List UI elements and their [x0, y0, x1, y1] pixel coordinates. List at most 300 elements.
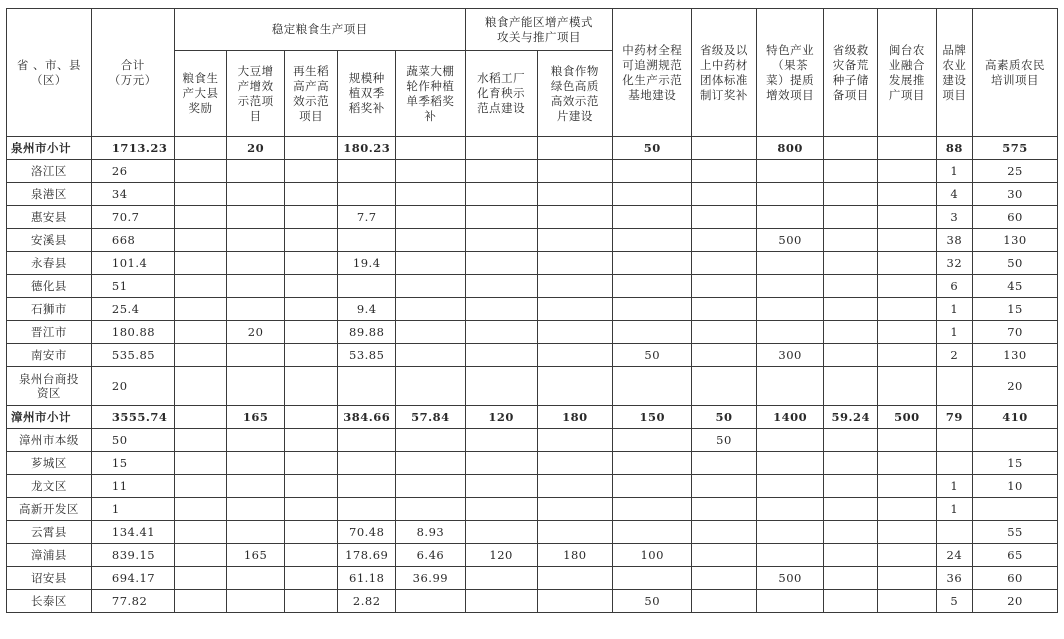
- value-cell: [878, 367, 937, 406]
- value-cell: [537, 367, 613, 406]
- value-cell: [465, 452, 537, 475]
- value-cell: [174, 275, 227, 298]
- table-row: [7, 475, 1058, 498]
- value-cell: [465, 321, 537, 344]
- value-cell: [174, 160, 227, 183]
- value-cell: [613, 521, 692, 544]
- table-row: [7, 590, 1058, 613]
- value-cell: 500: [756, 567, 824, 590]
- total-cell: 70.7: [91, 206, 174, 229]
- value-cell: [465, 275, 537, 298]
- value-cell: [338, 498, 396, 521]
- value-cell: [174, 298, 227, 321]
- value-cell: [174, 567, 227, 590]
- region-name-cell: 南安市: [7, 344, 92, 367]
- value-cell: 70: [973, 321, 1058, 344]
- value-cell: 9.4: [338, 298, 396, 321]
- value-cell: [692, 498, 757, 521]
- header-farmer-training: 高素质农民 培训项目: [973, 9, 1058, 137]
- region-name-cell: 漳州市小计: [7, 406, 92, 429]
- value-cell: 384.66: [338, 406, 396, 429]
- value-cell: [465, 160, 537, 183]
- value-cell: 36.99: [396, 567, 466, 590]
- value-cell: [613, 321, 692, 344]
- value-cell: 20: [973, 367, 1058, 406]
- value-cell: [465, 137, 537, 160]
- value-cell: [396, 298, 466, 321]
- value-cell: 130: [973, 229, 1058, 252]
- value-cell: 120: [465, 406, 537, 429]
- value-cell: [973, 498, 1058, 521]
- value-cell: [338, 429, 396, 452]
- value-cell: 500: [878, 406, 937, 429]
- value-cell: [692, 160, 757, 183]
- header-herb-base: 中药材全程 可追溯规范 化生产示范 基地建设: [613, 9, 692, 137]
- value-cell: [824, 298, 878, 321]
- value-cell: [756, 298, 824, 321]
- table-row: [7, 452, 1058, 475]
- value-cell: [756, 206, 824, 229]
- value-cell: 6: [936, 275, 972, 298]
- value-cell: [537, 521, 613, 544]
- value-cell: 500: [756, 229, 824, 252]
- value-cell: [824, 498, 878, 521]
- value-cell: [227, 498, 285, 521]
- total-cell: 26: [91, 160, 174, 183]
- region-name-cell: 安溪县: [7, 229, 92, 252]
- value-cell: 15: [973, 452, 1058, 475]
- value-cell: [338, 452, 396, 475]
- value-cell: [878, 544, 937, 567]
- value-cell: [396, 229, 466, 252]
- value-cell: [465, 567, 537, 590]
- value-cell: 70.48: [338, 521, 396, 544]
- grain-capacity-group-header: 粮食产能区增产模式 攻关与推广项目: [465, 9, 613, 51]
- value-cell: [936, 452, 972, 475]
- value-cell: 55: [973, 521, 1058, 544]
- value-cell: 57.84: [396, 406, 466, 429]
- value-cell: 60: [973, 567, 1058, 590]
- total-cell: 839.15: [91, 544, 174, 567]
- value-cell: [756, 275, 824, 298]
- header-grain-county: 粮食生 产大县 奖励: [174, 51, 227, 137]
- region-name-cell: 漳浦县: [7, 544, 92, 567]
- value-cell: 38: [936, 229, 972, 252]
- value-cell: [284, 590, 338, 613]
- value-cell: [692, 475, 757, 498]
- value-cell: [174, 206, 227, 229]
- value-cell: [613, 429, 692, 452]
- value-cell: [174, 229, 227, 252]
- value-cell: [284, 252, 338, 275]
- value-cell: [465, 183, 537, 206]
- region-name-cell: 诏安县: [7, 567, 92, 590]
- value-cell: 53.85: [338, 344, 396, 367]
- value-cell: 2: [936, 344, 972, 367]
- total-cell: 535.85: [91, 344, 174, 367]
- header-seedling-factory: 水稻工厂 化育秧示 范点建设: [465, 51, 537, 137]
- value-cell: [537, 590, 613, 613]
- value-cell: 59.24: [824, 406, 878, 429]
- header-green-grain: 粮食作物 绿色高质 高效示范 片建设: [537, 51, 613, 137]
- value-cell: [537, 567, 613, 590]
- value-cell: 89.88: [338, 321, 396, 344]
- value-cell: [465, 429, 537, 452]
- value-cell: 32: [936, 252, 972, 275]
- value-cell: [537, 475, 613, 498]
- value-cell: [338, 367, 396, 406]
- table-row: [7, 137, 1058, 160]
- value-cell: [338, 275, 396, 298]
- value-cell: 61.18: [338, 567, 396, 590]
- value-cell: [284, 229, 338, 252]
- value-cell: 300: [756, 344, 824, 367]
- value-cell: [396, 590, 466, 613]
- value-cell: [613, 229, 692, 252]
- value-cell: [613, 567, 692, 590]
- value-cell: [174, 344, 227, 367]
- value-cell: [613, 160, 692, 183]
- header-double-rice: 规模种 植双季 稻奖补: [338, 51, 396, 137]
- value-cell: [284, 137, 338, 160]
- value-cell: [174, 544, 227, 567]
- value-cell: [227, 452, 285, 475]
- table-row: [7, 344, 1058, 367]
- value-cell: [537, 252, 613, 275]
- value-cell: [878, 590, 937, 613]
- total-cell: 15: [91, 452, 174, 475]
- value-cell: 88: [936, 137, 972, 160]
- total-cell: 3555.74: [91, 406, 174, 429]
- value-cell: [613, 275, 692, 298]
- value-cell: [537, 344, 613, 367]
- value-cell: [537, 183, 613, 206]
- value-cell: [692, 206, 757, 229]
- value-cell: [227, 344, 285, 367]
- value-cell: [284, 452, 338, 475]
- value-cell: [878, 429, 937, 452]
- value-cell: [692, 544, 757, 567]
- value-cell: [537, 160, 613, 183]
- header-specialty-industry: 特色产业 （果茶 菜）提质 增效项目: [756, 9, 824, 137]
- value-cell: [537, 206, 613, 229]
- value-cell: [284, 275, 338, 298]
- value-cell: [936, 521, 972, 544]
- value-cell: 6.46: [396, 544, 466, 567]
- value-cell: [824, 137, 878, 160]
- value-cell: [338, 183, 396, 206]
- value-cell: [537, 429, 613, 452]
- region-name-cell: 德化县: [7, 275, 92, 298]
- value-cell: [692, 590, 757, 613]
- region-name-cell: 永春县: [7, 252, 92, 275]
- total-cell: 20: [91, 367, 174, 406]
- value-cell: 3: [936, 206, 972, 229]
- header-soybean: 大豆增 产增效 示范项 目: [227, 51, 285, 137]
- value-cell: [284, 406, 338, 429]
- value-cell: [537, 321, 613, 344]
- value-cell: [613, 252, 692, 275]
- value-cell: 4: [936, 183, 972, 206]
- value-cell: [756, 160, 824, 183]
- value-cell: 79: [936, 406, 972, 429]
- region-name-cell: 长泰区: [7, 590, 92, 613]
- value-cell: 165: [227, 406, 285, 429]
- value-cell: [465, 498, 537, 521]
- value-cell: 15: [973, 298, 1058, 321]
- value-cell: 178.69: [338, 544, 396, 567]
- value-cell: 1: [936, 321, 972, 344]
- value-cell: 7.7: [338, 206, 396, 229]
- value-cell: 1: [936, 298, 972, 321]
- value-cell: [396, 252, 466, 275]
- value-cell: 45: [973, 275, 1058, 298]
- value-cell: 5: [936, 590, 972, 613]
- total-cell: 25.4: [91, 298, 174, 321]
- value-cell: [756, 183, 824, 206]
- value-cell: [465, 298, 537, 321]
- value-cell: [973, 429, 1058, 452]
- value-cell: [396, 321, 466, 344]
- value-cell: [396, 367, 466, 406]
- value-cell: [824, 521, 878, 544]
- value-cell: [396, 137, 466, 160]
- value-cell: [878, 498, 937, 521]
- table-row: [7, 321, 1058, 344]
- total-cell: 77.82: [91, 590, 174, 613]
- value-cell: [824, 160, 878, 183]
- total-header: 合计 （万元）: [91, 9, 174, 137]
- value-cell: [227, 160, 285, 183]
- value-cell: [878, 475, 937, 498]
- value-cell: [396, 475, 466, 498]
- value-cell: 30: [973, 183, 1058, 206]
- value-cell: [537, 452, 613, 475]
- value-cell: [824, 429, 878, 452]
- table-row: [7, 183, 1058, 206]
- header-herb-standard: 省级及以 上中药材 团体标准 制订奖补: [692, 9, 757, 137]
- value-cell: [692, 298, 757, 321]
- value-cell: 65: [973, 544, 1058, 567]
- value-cell: 50: [692, 429, 757, 452]
- value-cell: [878, 229, 937, 252]
- value-cell: [338, 160, 396, 183]
- value-cell: [613, 452, 692, 475]
- value-cell: 20: [227, 137, 285, 160]
- region-name-cell: 晋江市: [7, 321, 92, 344]
- table-row: [7, 544, 1058, 567]
- value-cell: [692, 275, 757, 298]
- value-cell: [465, 590, 537, 613]
- table-body: [7, 137, 1058, 613]
- value-cell: [284, 429, 338, 452]
- value-cell: 100: [613, 544, 692, 567]
- value-cell: 25: [973, 160, 1058, 183]
- value-cell: 1400: [756, 406, 824, 429]
- value-cell: [613, 498, 692, 521]
- funding-allocation-table: [6, 8, 1058, 613]
- value-cell: [878, 321, 937, 344]
- region-name-cell: 云霄县: [7, 521, 92, 544]
- value-cell: 24: [936, 544, 972, 567]
- value-cell: [692, 367, 757, 406]
- value-cell: [692, 137, 757, 160]
- value-cell: 410: [973, 406, 1058, 429]
- table-row: [7, 275, 1058, 298]
- value-cell: 180.23: [338, 137, 396, 160]
- total-cell: 11: [91, 475, 174, 498]
- header-seed-reserve: 省级救 灾备荒 种子储 备项目: [824, 9, 878, 137]
- value-cell: [227, 275, 285, 298]
- value-cell: 19.4: [338, 252, 396, 275]
- value-cell: 50: [613, 590, 692, 613]
- total-cell: 1713.23: [91, 137, 174, 160]
- value-cell: [878, 298, 937, 321]
- region-name-cell: 泉州市小计: [7, 137, 92, 160]
- value-cell: [537, 498, 613, 521]
- value-cell: 2.82: [338, 590, 396, 613]
- value-cell: [174, 367, 227, 406]
- value-cell: [824, 275, 878, 298]
- value-cell: [284, 498, 338, 521]
- region-name-cell: 龙文区: [7, 475, 92, 498]
- value-cell: [396, 160, 466, 183]
- value-cell: [613, 206, 692, 229]
- value-cell: [396, 275, 466, 298]
- value-cell: 8.93: [396, 521, 466, 544]
- value-cell: [692, 321, 757, 344]
- region-name-cell: 石狮市: [7, 298, 92, 321]
- value-cell: [878, 344, 937, 367]
- region-name-cell: 漳州市本级: [7, 429, 92, 452]
- value-cell: [878, 137, 937, 160]
- value-cell: [174, 452, 227, 475]
- total-cell: 51: [91, 275, 174, 298]
- value-cell: [878, 275, 937, 298]
- value-cell: 50: [613, 137, 692, 160]
- value-cell: [936, 367, 972, 406]
- value-cell: [692, 344, 757, 367]
- value-cell: [174, 475, 227, 498]
- value-cell: [227, 229, 285, 252]
- region-name-cell: 芗城区: [7, 452, 92, 475]
- value-cell: [537, 229, 613, 252]
- value-cell: [824, 344, 878, 367]
- value-cell: [756, 498, 824, 521]
- value-cell: [227, 590, 285, 613]
- value-cell: 165: [227, 544, 285, 567]
- value-cell: [284, 321, 338, 344]
- value-cell: [878, 452, 937, 475]
- value-cell: 575: [973, 137, 1058, 160]
- value-cell: [692, 252, 757, 275]
- value-cell: [227, 298, 285, 321]
- value-cell: [465, 367, 537, 406]
- value-cell: [227, 252, 285, 275]
- value-cell: [396, 452, 466, 475]
- value-cell: [878, 567, 937, 590]
- value-cell: [396, 429, 466, 452]
- value-cell: [284, 544, 338, 567]
- value-cell: [936, 429, 972, 452]
- value-cell: [824, 475, 878, 498]
- value-cell: [396, 206, 466, 229]
- value-cell: [284, 521, 338, 544]
- value-cell: [537, 298, 613, 321]
- region-name-cell: 泉港区: [7, 183, 92, 206]
- value-cell: [878, 252, 937, 275]
- value-cell: [824, 321, 878, 344]
- value-cell: [613, 298, 692, 321]
- value-cell: [465, 475, 537, 498]
- table-header: [7, 9, 1058, 137]
- total-cell: 34: [91, 183, 174, 206]
- value-cell: [824, 183, 878, 206]
- value-cell: [284, 183, 338, 206]
- value-cell: [227, 429, 285, 452]
- value-cell: [756, 521, 824, 544]
- value-cell: [824, 590, 878, 613]
- value-cell: [227, 521, 285, 544]
- value-cell: [284, 567, 338, 590]
- value-cell: 10: [973, 475, 1058, 498]
- value-cell: [396, 498, 466, 521]
- table-row: [7, 429, 1058, 452]
- total-cell: 50: [91, 429, 174, 452]
- value-cell: [227, 475, 285, 498]
- value-cell: [756, 367, 824, 406]
- value-cell: [284, 475, 338, 498]
- table-row: [7, 498, 1058, 521]
- region-name-cell: 洛江区: [7, 160, 92, 183]
- value-cell: [465, 206, 537, 229]
- value-cell: [878, 183, 937, 206]
- value-cell: [465, 521, 537, 544]
- value-cell: [756, 544, 824, 567]
- table-row: [7, 367, 1058, 406]
- value-cell: [613, 475, 692, 498]
- value-cell: 180: [537, 544, 613, 567]
- value-cell: [174, 183, 227, 206]
- value-cell: 1: [936, 160, 972, 183]
- value-cell: [613, 367, 692, 406]
- value-cell: [824, 367, 878, 406]
- total-cell: 1: [91, 498, 174, 521]
- value-cell: [396, 344, 466, 367]
- value-cell: [465, 229, 537, 252]
- value-cell: [824, 206, 878, 229]
- value-cell: [824, 452, 878, 475]
- total-cell: 668: [91, 229, 174, 252]
- value-cell: [227, 183, 285, 206]
- value-cell: [756, 452, 824, 475]
- value-cell: [824, 229, 878, 252]
- total-cell: 180.88: [91, 321, 174, 344]
- value-cell: 20: [973, 590, 1058, 613]
- value-cell: 130: [973, 344, 1058, 367]
- value-cell: 50: [692, 406, 757, 429]
- region-name-cell: 泉州台商投 资区: [7, 367, 92, 406]
- value-cell: [756, 429, 824, 452]
- value-cell: [878, 521, 937, 544]
- value-cell: [878, 160, 937, 183]
- table-row: [7, 252, 1058, 275]
- table-row: [7, 567, 1058, 590]
- value-cell: [613, 183, 692, 206]
- value-cell: [756, 321, 824, 344]
- value-cell: [174, 590, 227, 613]
- value-cell: [174, 429, 227, 452]
